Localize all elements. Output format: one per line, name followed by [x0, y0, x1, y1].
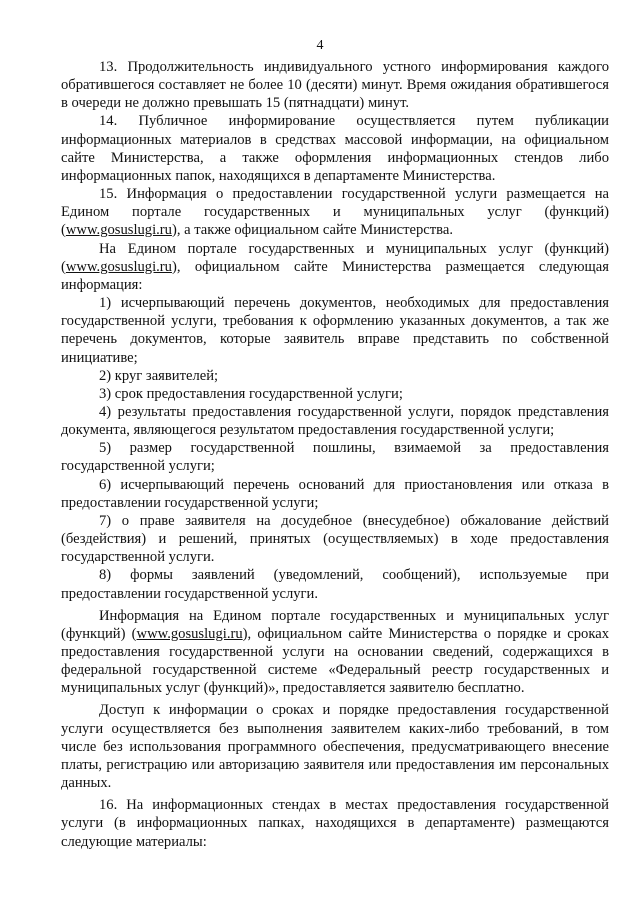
list-item-6: 6) исчерпывающий перечень оснований для приостановления или отказа в предоставлении государственной услуги; — [61, 476, 609, 511]
access-paragraph: Доступ к информации о сроках и порядке предоставления государственной услуги осуществляется без выполнения заявителем каких-либо требований, в том числе без использования программного обеспечения, предусматривающего внесение платы, регистрацию или авторизацию заявителя или предоставления им персональных данных. — [61, 702, 609, 792]
portal-info-paragraph — [61, 240, 609, 294]
free-info-text-end: ), официальном сайте Министерства о порядке и сроках предоставления государственной услуги на основании сведений, содержащихся в федеральной государственной системе «Федеральный реестр государственных и муниципальных услуг (функций)», предоставляется заявителю бесплатно. — [61, 625, 609, 697]
paragraph-15-text-start: 15. Информация о предоставлении государственной услуги размещается на Едином портале государственных и муниципальных услуг (функций) ( — [61, 186, 609, 239]
paragraph-13: 13. Продолжительность индивидуального устного информирования каждого обратившегося составляет не более 10 (десяти) минут. Время ожидания обратившегося в очереди не должно превышать 15 (пятнадцати) минут. — [61, 59, 609, 112]
portal-info-text-start: На Едином портале государственных и муниципальных услуг (функций) ( — [61, 240, 609, 275]
list-item-5: 5) размер государственной пошлины, взимаемой за предоставления государственной услуги; — [61, 440, 609, 475]
paragraph-16: 16. На информационных стендах в местах предоставления государственной услуги (в информационных папках, находящихся в департаменте) размещаются следующие материалы: — [61, 797, 609, 850]
paragraph-15 — [61, 185, 609, 239]
document-body — [61, 58, 609, 851]
list-item-2: 2) круг заявителей; — [99, 367, 219, 384]
paragraph-14: 14. Публичное информирование осуществляется путем публикации информационных материалов в средствах массовой информации, на официальном сайте Министерства, а также оформления информационных стендов либо информационных папок, находящихся в департаменте Министерства. — [61, 113, 609, 184]
portal-info-text-end: ), официальном сайте Министерства размещается следующая информация: — [61, 258, 609, 293]
list-item-8: 8) формы заявлений (уведомлений, сообщений), используемые при предоставлении государственной услуги. — [61, 567, 609, 602]
list-item-1: 1) исчерпывающий перечень документов, необходимых для предоставления государственной услуги, требования к оформлению указанных документов, а так же перечень документов, которые заявитель вправе представить по собственной инициативе; — [61, 295, 609, 366]
gosuslugi-link[interactable]: www.gosuslugi.ru — [136, 625, 243, 642]
free-info-text-start: Информация на Едином портале государственных и муниципальных услуг (функций) ( — [61, 607, 609, 642]
portal-free-info-paragraph — [61, 607, 609, 698]
paragraph-15-text-end: ), а также официальном сайте Министерства. — [171, 222, 453, 239]
gosuslugi-link[interactable]: www.gosuslugi.ru — [65, 258, 172, 275]
list-item-3: 3) срок предоставления государственной услуги; — [99, 385, 403, 402]
gosuslugi-link[interactable]: www.gosuslugi.ru — [65, 222, 172, 239]
list-item-7: 7) о праве заявителя на досудебное (внесудебное) обжалование действий (бездействия) и решений, принятых (осуществляемых) в ходе предоставления государственной услуги. — [61, 512, 609, 566]
list-item-4: 4) результаты предоставления государственной услуги, порядок представления документа, являющегося результатом предоставления государственной услуги; — [61, 403, 609, 439]
page-number: 4 — [316, 38, 324, 53]
